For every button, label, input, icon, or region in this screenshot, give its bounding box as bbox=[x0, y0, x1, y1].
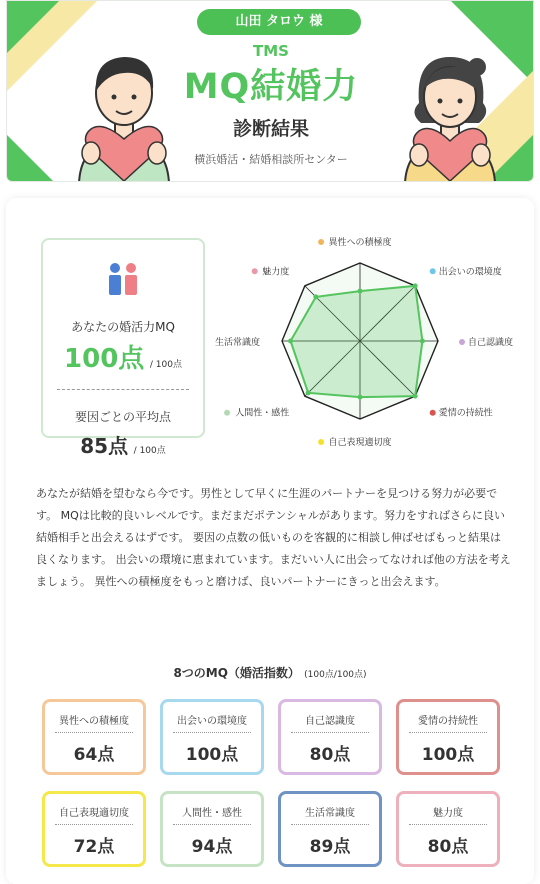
radar-axis-marker bbox=[224, 410, 230, 416]
radar-axis-marker bbox=[318, 439, 324, 445]
radar-data-point bbox=[313, 294, 318, 299]
page-title: MQ結婚力 bbox=[183, 67, 359, 107]
radar-axis-marker bbox=[252, 268, 258, 274]
result-card bbox=[6, 198, 534, 884]
couple-icon bbox=[106, 262, 140, 296]
radar-axis-label: 自己認識度 bbox=[468, 338, 514, 348]
divider bbox=[173, 824, 251, 825]
radar-axis-label: 自己表現適切度 bbox=[328, 438, 392, 448]
divider bbox=[291, 732, 369, 733]
radar-axis-label: 愛情の持続性 bbox=[438, 408, 493, 419]
center-name: 横浜婚活・結婚相談所センター bbox=[194, 153, 348, 166]
section-title bbox=[6, 664, 534, 681]
radar-axis-marker bbox=[318, 239, 324, 245]
mq-card-value: 100点 bbox=[421, 745, 475, 765]
user-name-badge: 山田 タロウ 様 bbox=[197, 9, 361, 35]
divider bbox=[409, 824, 487, 825]
mq-card-label: 人間性・感性 bbox=[182, 808, 242, 819]
mq-card-value: 100点 bbox=[185, 745, 239, 765]
section-title-suffix: (100点/100点) bbox=[304, 670, 367, 680]
radar-chart bbox=[210, 228, 520, 448]
divider bbox=[291, 824, 369, 825]
mq-card-label: 自己表現適切度 bbox=[59, 808, 129, 819]
radar-axis-label: 魅力度 bbox=[262, 267, 290, 278]
radar-axis-label: 生活常識度 bbox=[214, 338, 260, 348]
radar-data-point bbox=[288, 339, 293, 344]
mq-card bbox=[396, 699, 500, 775]
header-banner bbox=[6, 0, 534, 182]
mq-card bbox=[396, 791, 500, 867]
radar-axis-label: 出会いの環境度 bbox=[438, 267, 502, 278]
mq-card-value: 94点 bbox=[191, 837, 233, 857]
radar-data-point bbox=[358, 395, 363, 400]
mq-card bbox=[42, 791, 146, 867]
average-score-max: / 100点 bbox=[133, 446, 166, 456]
mq-card-label: 出会いの環境度 bbox=[177, 716, 247, 727]
mq-card bbox=[160, 791, 264, 867]
radar-data-point bbox=[420, 339, 425, 344]
mq-card-label: 自己認識度 bbox=[305, 716, 355, 727]
average-score-value: 85点 bbox=[80, 434, 129, 458]
radar-axis-marker bbox=[459, 339, 465, 345]
radar-data-point bbox=[358, 289, 363, 294]
divider bbox=[173, 732, 251, 733]
mq-card-value: 80点 bbox=[309, 745, 351, 765]
radar-data-point bbox=[306, 390, 311, 395]
divider bbox=[409, 732, 487, 733]
mq-score-value: 100点 bbox=[64, 344, 145, 374]
mq-card-label: 異性への積極度 bbox=[59, 716, 129, 727]
radar-data-point bbox=[413, 283, 418, 288]
mq-card bbox=[160, 699, 264, 775]
mq-card-value: 72点 bbox=[73, 837, 115, 857]
mq-label: あなたの婚活力MQ bbox=[71, 320, 175, 334]
radar-axis-label: 異性への積極度 bbox=[328, 238, 392, 248]
average-label: 要因ごとの平均点 bbox=[74, 410, 171, 424]
mq-card-label: 魅力度 bbox=[433, 808, 463, 819]
divider bbox=[55, 824, 133, 825]
divider bbox=[55, 732, 133, 733]
mq-card bbox=[278, 699, 382, 775]
radar-data-point bbox=[413, 394, 418, 399]
radar-axis-marker bbox=[430, 268, 436, 274]
average-score bbox=[43, 430, 203, 459]
page-subtitle: 診断結果 bbox=[232, 118, 309, 140]
mq-card-label: 愛情の持続性 bbox=[418, 716, 478, 727]
mq-card bbox=[42, 699, 146, 775]
section-title-text: 8つのMQ（婚活指数） bbox=[173, 666, 300, 680]
divider bbox=[57, 389, 189, 390]
mq-card-value: 64点 bbox=[73, 745, 115, 765]
radar-axis-label: 人間性・感性 bbox=[235, 408, 290, 419]
mq-card-value: 89点 bbox=[309, 837, 351, 857]
radar-axis-marker bbox=[430, 410, 436, 416]
mq-score bbox=[43, 338, 203, 375]
mq-card bbox=[278, 791, 382, 867]
mq-summary-box bbox=[41, 238, 205, 458]
mq-card-value: 80点 bbox=[427, 837, 469, 857]
tms-label: TMS bbox=[253, 42, 289, 60]
mq-card-label: 生活常識度 bbox=[305, 808, 355, 819]
mq-score-max: / 100点 bbox=[149, 360, 182, 370]
diagnosis-description: あなたが結婚を望むなら今です。男性として早くに生涯のパートナーを見つける努力が必要です。 MQは比較的良いレベルです。まだまだポテンシャルがあります。努力をすればさらに良い結婚相手と出会えるはずです。 要因の点数の低いものを客観的に相談し伸ばせばもっと結果は良くなります。 出会いの環境に恵まれています。まだいい人に出会ってなければ他の方法を考えましょう。 異性への積極度をもっと磨けば、良いパートナーにきっと出会えます。 bbox=[36, 487, 511, 588]
